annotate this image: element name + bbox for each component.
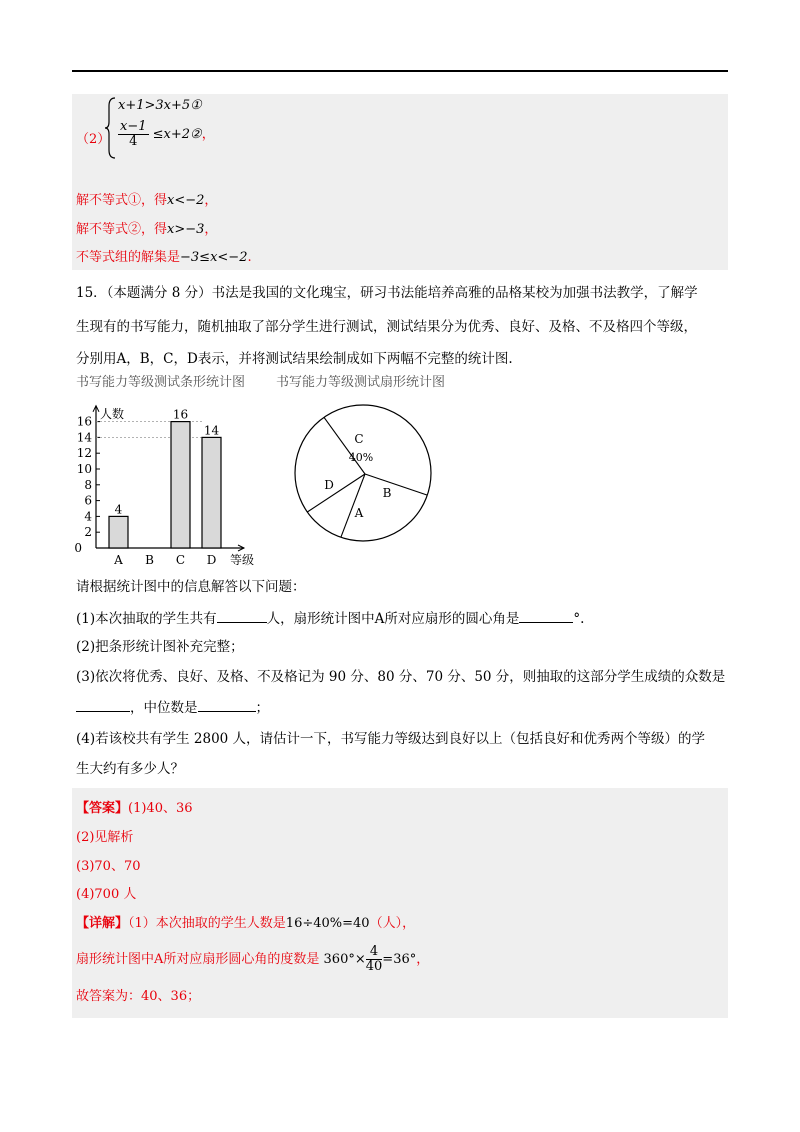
bar-chart xyxy=(72,390,272,568)
detail-line-3: 故答案为：40、36； xyxy=(76,989,201,1004)
detail-line-2: 扇形统计图中A所对应扇形圆心角的度数是 360°× $\frac{4}{40}$ =36°， xyxy=(76,944,430,974)
bar-value-label: 14 xyxy=(203,423,220,438)
y-tick-label: 4 xyxy=(84,509,92,524)
question-4-line-1: (4)若该校共有学生 2800 人，请估计一下，书写能力等级达到良好以上（包括良好和优秀两个等级）的学 xyxy=(76,731,706,747)
pie-value-label: 40% xyxy=(348,451,374,464)
bar-D xyxy=(202,437,221,548)
bar-C xyxy=(171,422,190,548)
q15-paragraph-3: 分别用A，B，C，D表示，并将测试结果绘制成如下两幅不完整的统计图. xyxy=(76,351,513,367)
answer-3: (3)70、70 xyxy=(76,859,141,874)
y-tick-label: 10 xyxy=(76,462,92,476)
y-tick-label: 2 xyxy=(84,525,92,540)
solution-line-2: 解不等式②，得x>−3， xyxy=(76,222,218,237)
question-2: (2)把条形统计图补充完整； xyxy=(76,639,244,655)
pie-outline xyxy=(295,405,431,541)
bar-A xyxy=(109,516,128,548)
y-tick-label: 16 xyxy=(76,414,92,429)
x-tick-label: D xyxy=(206,553,217,567)
inequality-2: $\frac{x-1}{4}$ ≤x+2②， xyxy=(120,119,215,149)
answer-blank[interactable] xyxy=(217,608,267,623)
answer-1: 【答案】(1)40、36 xyxy=(76,801,193,816)
pie-label-A: A xyxy=(354,506,364,520)
bar-chart-title: 书写能力等级测试条形统计图 xyxy=(76,375,246,390)
detail-line-1: 【详解】（1）本次抽取的学生人数是16÷40%=40（人）， xyxy=(76,916,416,931)
angle-formula: 360°× $\frac{4}{40}$ =36° xyxy=(323,944,417,974)
answer-2: (2)见解析 xyxy=(76,830,134,845)
q15-paragraph-1: 15．（本题满分 8 分）书法是我国的文化瑰宝，研习书法能培养高雅的品格某校为加强书法教学，了解学 xyxy=(76,285,698,301)
question-4-line-2: 生大约有多少人？ xyxy=(76,761,184,777)
y-axis-label: 人数 xyxy=(100,406,125,421)
pie-label-B: B xyxy=(382,486,392,500)
bar-value-label: 4 xyxy=(114,502,123,517)
answer-blank[interactable] xyxy=(198,697,256,712)
fraction: $\frac{x-1}{4}$ xyxy=(120,119,147,149)
x-tick-label: A xyxy=(114,553,123,567)
questions-intro: 请根据统计图中的信息解答以下问题： xyxy=(76,579,306,595)
pie-label-C: C xyxy=(354,432,364,446)
x-axis-label: 等级 xyxy=(230,553,255,567)
y-tick-label: 6 xyxy=(84,493,92,508)
solution-line-3: 不等式组的解集是−3≤x<−2. xyxy=(76,250,252,265)
x-tick-label: B xyxy=(145,553,154,567)
inequality-1: x+1>3x+5① xyxy=(118,98,202,113)
pie-label-D: D xyxy=(324,478,334,492)
solution-line-1: 解不等式①，得x<−2， xyxy=(76,193,218,208)
bar-value-label: 16 xyxy=(172,407,189,422)
question-3-line-2: ，中位数是 ； xyxy=(76,697,269,717)
pie-chart-title: 书写能力等级测试扇形统计图 xyxy=(276,375,446,390)
part-label: （2） xyxy=(76,132,111,147)
answer-blank[interactable] xyxy=(519,608,573,623)
x-tick-label: C xyxy=(175,553,186,567)
y-tick-label: 12 xyxy=(76,446,92,461)
pie-chart xyxy=(292,402,438,548)
y-tick-label: 8 xyxy=(84,477,92,492)
answer-panel xyxy=(72,788,728,1018)
answer-4: (4)700 人 xyxy=(76,887,137,902)
y-tick-label: 0 xyxy=(74,541,82,555)
q15-paragraph-2: 生现有的书写能力，随机抽取了部分学生进行测试，测试结果分为优秀、良好、及格、不及格四个等级， xyxy=(76,319,697,335)
answer-blank[interactable] xyxy=(76,697,130,712)
y-tick-label: 14 xyxy=(76,430,92,445)
question-1: (1)本次抽取的学生共有 人，扇形统计图中A所对应扇形的圆心角是 °. xyxy=(76,608,584,628)
system-brace xyxy=(104,96,118,160)
header-rule xyxy=(72,70,728,72)
question-3-line-1: (3)依次将优秀、良好、及格、不及格记为 90 分、80 分、70 分、50 分，则抽取的这部分学生成绩的众数是 xyxy=(76,669,726,685)
